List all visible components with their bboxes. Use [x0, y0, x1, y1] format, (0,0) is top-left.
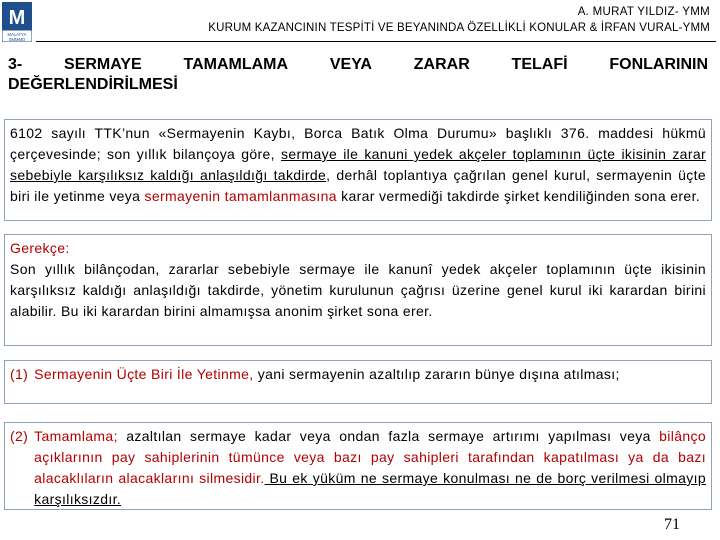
svg-text:SMMMO: SMMMO — [8, 37, 26, 42]
option-1-box — [4, 360, 712, 404]
law-article-box — [4, 119, 712, 221]
title-word: ZARAR — [413, 56, 470, 73]
title-word: FONLARININ — [609, 56, 708, 73]
logo-letter: M — [8, 7, 26, 29]
title-word: 3- — [8, 56, 23, 73]
title-word: TELAFİ — [511, 56, 568, 73]
title-word: VEYA — [329, 56, 372, 73]
title-line-2: DEĞERLENDİRİLMESİ — [8, 76, 178, 93]
option-1-title: Sermayenin Üçte Biri İle Yetinme, — [34, 366, 254, 382]
option-2-text: azaltılan sermaye kadar veya ondan fazla sermaye artırımı yapılması veya — [117, 428, 660, 444]
page-number: 71 — [664, 516, 680, 533]
law-article-text: , derhâl toplantıya çağrılan genel kurul, sermayenin üçte biri ile yetinme veya — [10, 167, 706, 204]
rationale-text: Son yıllık bilânçodan, zararlar sebebiyle sermaye ile kanunî yedek akçeler toplamının üçte ikisinin karşılıksız kaldığı anlaşıldığı takdirde, yönetim kurulunun çağrısı üzerine genel kurul iki karardan birini alabilir. Bu iki karardan birini almamışsa anonim şirket sona erer. — [10, 261, 706, 319]
law-article-highlight: sermayenin tamamlanmasına — [144, 188, 337, 204]
option-2-number: (2) — [10, 428, 29, 444]
header-divider — [36, 41, 716, 42]
section-title — [8, 55, 708, 95]
logo-icon — [2, 2, 32, 42]
option-2-title: Tamamlama; — [34, 428, 118, 444]
option-1-text: yani sermayenin azaltılıp zararın bünye dışına atılması; — [253, 366, 620, 382]
law-article-condition: sermaye ile kanuni yedek akçeler toplamının üçte ikisinin zarar sebebiyle karşılıksız kaldığı anlaşıldığı takdirde — [10, 146, 706, 183]
option-1-number: (1) — [10, 366, 29, 382]
title-word: SERMAYE — [64, 56, 142, 73]
law-article-text: son yıllık bilançoya göre, — [100, 146, 281, 162]
option-2-highlight: bilânço açıklarının pay sahiplerinin tümünce veya bazı pay sahipleri tarafından kapatılması ya da bazı alacaklıların alacaklarını silmesidir. — [34, 428, 706, 486]
header-author-line: A. MURAT YILDIZ- YMM — [577, 6, 710, 18]
title-word: TAMAMLAMA — [183, 56, 289, 73]
svg-text:MALATYA: MALATYA — [7, 32, 27, 37]
header-subject-line: KURUM KAZANCININ TESPİTİ VE BEYANINDA ÖZELLİKLİ KONULAR & İRFAN VURAL-YMM — [208, 22, 710, 34]
law-article-text: karar vermediği takdirde şirket kendiliğinden sona erer. — [336, 188, 701, 204]
option-2-box — [4, 422, 712, 510]
rationale-label: Gerekçe: — [10, 240, 70, 256]
law-article-intro: 6102 sayılı TTK’nun «Sermayenin Kaybı, Borca Batık Olma Durumu» başlıklı 376. maddesi hükmü çerçevesinde; — [10, 125, 706, 162]
option-2-note: Bu ek yüküm ne sermaye konulması ne de borç verilmesi olmayıp karşılıksızdır. — [34, 470, 706, 507]
rationale-box — [4, 234, 712, 346]
